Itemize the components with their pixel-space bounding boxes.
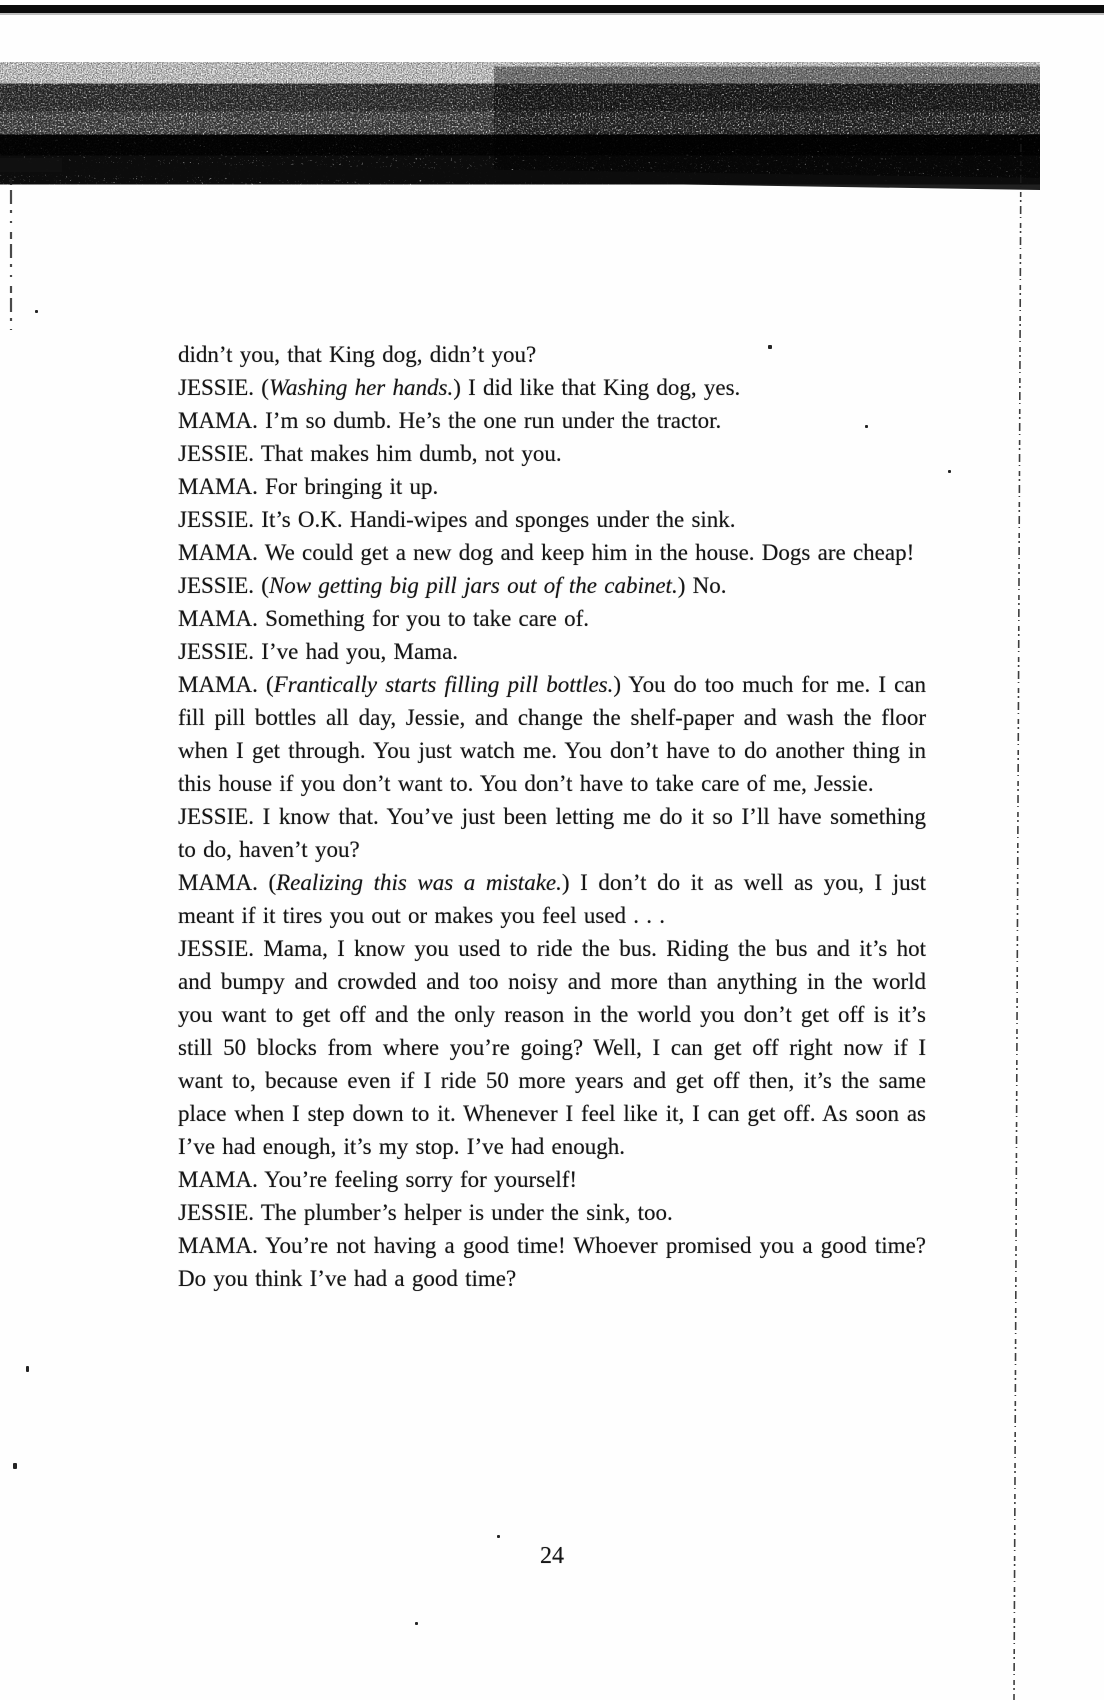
speech-text: JESSIE. Mama, I know you used to ride the bus. Riding the bus and it’s hot and bumpy and crowded and too noisy and more than anything in the world you want to get off and the only reason in the world you don’t get off is it’s still 50 blocks from where you’re going? Well, I can get off right now if I want to, because even if I ride 50 more years and get off then, it’s the same place when I step down to it. Whenever I feel like it, I can get off. As soon as I’ve had enough, it’s my stop. I’ve had enough. bbox=[178, 936, 926, 1159]
speech-paragraph bbox=[178, 437, 926, 470]
stage-direction: Realizing this was a mistake. bbox=[276, 870, 562, 895]
speech-text: JESSIE. I’ve had you, Mama. bbox=[178, 639, 459, 664]
speech-text: JESSIE. I know that. You’ve just been letting me do it so I’ll have something to do, haven’t you? bbox=[178, 804, 926, 862]
speech-text: MAMA. I’m so dumb. He’s the one run under the tractor. bbox=[178, 408, 722, 433]
speech-text: MAMA. ( bbox=[178, 870, 277, 895]
speech-text: ) I don’t do it as well as you, I just meant if it tires you out or makes you feel used . . . bbox=[178, 870, 926, 928]
scan-noise-band bbox=[0, 62, 1040, 197]
speech-text: JESSIE. ( bbox=[178, 375, 269, 400]
speech-paragraph bbox=[178, 338, 926, 371]
speech-paragraph bbox=[178, 371, 926, 404]
speech-paragraph bbox=[178, 470, 926, 503]
speech-paragraph bbox=[178, 569, 926, 602]
speech-paragraph bbox=[178, 404, 926, 437]
scan-speck bbox=[35, 310, 38, 313]
speech-paragraph bbox=[178, 536, 926, 569]
speech-text: MAMA. You’re not having a good time! Whoever promised you a good time? Do you think I’ve had a good time? bbox=[178, 1233, 926, 1291]
speech-text: MAMA. ( bbox=[178, 672, 274, 697]
speech-paragraph bbox=[178, 1163, 926, 1196]
stage-direction: Now getting big pill jars out of the cabinet. bbox=[268, 573, 678, 598]
speech-paragraph bbox=[178, 602, 926, 635]
speech-text: MAMA. You’re feeling sorry for yourself! bbox=[178, 1167, 578, 1192]
scan-top-edge-bar bbox=[0, 5, 1104, 13]
right-page-edge-line bbox=[1014, 130, 1021, 1700]
speech-text: JESSIE. The plumber’s helper is under the sink, too. bbox=[178, 1200, 673, 1225]
speech-text: didn’t you, that King dog, didn’t you? bbox=[178, 342, 537, 367]
scan-speck bbox=[26, 1366, 29, 1372]
page-number: 24 bbox=[540, 1543, 564, 1569]
speech-paragraph bbox=[178, 800, 926, 866]
speech-text: ) You do too much for me. I can fill pill bottles all day, Jessie, and change the shelf-paper and wash the floor when I get through. You just watch me. You don’t have to do another thing in this house if you don’t want to. You don’t have to take care of me, Jessie. bbox=[178, 672, 927, 796]
speech-paragraph bbox=[178, 932, 926, 1163]
speech-paragraph bbox=[178, 866, 926, 932]
play-dialogue-text bbox=[178, 338, 926, 1295]
speech-text: MAMA. Something for you to take care of. bbox=[178, 606, 590, 631]
stage-direction: Washing her hands. bbox=[268, 375, 454, 400]
speech-text: JESSIE. It’s O.K. Handi-wipes and sponges under the sink. bbox=[178, 507, 736, 532]
speech-text: JESSIE. ( bbox=[178, 573, 269, 598]
stage-direction: Frantically starts filling pill bottles. bbox=[273, 672, 614, 697]
speech-paragraph bbox=[178, 1196, 926, 1229]
scan-speck bbox=[497, 1535, 500, 1538]
speech-text: MAMA. We could get a new dog and keep him in the house. Dogs are cheap! bbox=[178, 540, 915, 565]
speech-paragraph bbox=[178, 503, 926, 536]
speech-paragraph bbox=[178, 635, 926, 668]
speech-text: ) I did like that King dog, yes. bbox=[453, 375, 741, 400]
scan-speck bbox=[948, 470, 951, 473]
speech-text: JESSIE. That makes him dumb, not you. bbox=[178, 441, 562, 466]
speech-paragraph bbox=[178, 668, 926, 800]
scan-speck bbox=[415, 1622, 418, 1625]
speech-text: MAMA. For bringing it up. bbox=[178, 474, 439, 499]
speech-text: ) No. bbox=[677, 573, 727, 598]
scan-speck bbox=[13, 1463, 17, 1469]
speech-paragraph bbox=[178, 1229, 926, 1295]
